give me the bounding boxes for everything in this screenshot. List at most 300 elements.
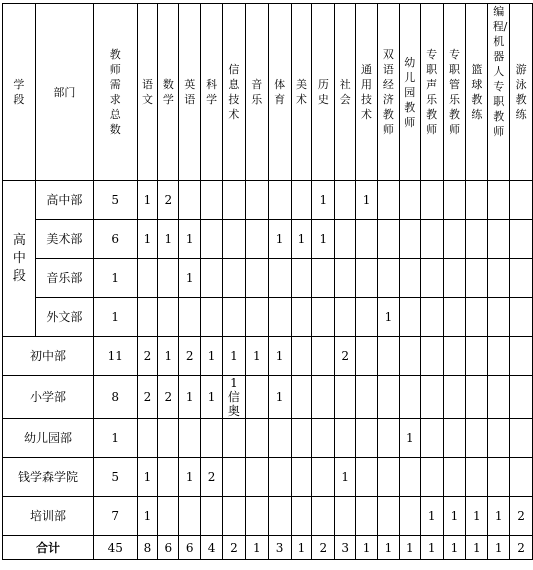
- value-cell: [179, 259, 201, 298]
- value-cell: [268, 259, 291, 298]
- value-cell: [137, 337, 158, 376]
- sum-cell: [335, 536, 356, 560]
- value-cell: [137, 497, 158, 536]
- value-cell: [443, 497, 466, 536]
- department-cell-text: 美术部: [46, 232, 83, 246]
- value-cell: [137, 376, 158, 419]
- header-subject-text: 美术: [295, 78, 307, 106]
- value-cell: [356, 419, 378, 458]
- header-subject-text: 专职管乐教师: [448, 48, 460, 136]
- total-cell-text: 6: [111, 232, 120, 246]
- value-cell: [201, 181, 223, 220]
- value-cell: [312, 376, 335, 419]
- value-cell: [399, 376, 420, 419]
- value-cell: [443, 298, 466, 337]
- header-subject: [399, 4, 420, 181]
- header-subject: [335, 4, 356, 181]
- value-cell-text: 1: [275, 349, 284, 363]
- department-cell-text: 外文部: [46, 310, 83, 324]
- department-cell: [3, 497, 94, 536]
- value-cell: [420, 259, 443, 298]
- sum-cell-text: 1: [405, 540, 414, 555]
- department-cell-text: 幼儿园部: [23, 431, 72, 445]
- value-cell: [335, 458, 356, 497]
- header-subject: [420, 4, 443, 181]
- sum-cell-text: 1: [362, 540, 371, 555]
- header-subject: [137, 4, 158, 181]
- value-cell: [335, 337, 356, 376]
- value-cell: [179, 497, 201, 536]
- department-cell: [35, 181, 93, 220]
- value-cell: [399, 298, 420, 337]
- value-cell-text: 1: [450, 509, 459, 523]
- value-cell: [443, 458, 466, 497]
- value-cell-text: 1: [143, 193, 152, 207]
- value-cell: [420, 337, 443, 376]
- value-cell: [268, 220, 291, 259]
- header-subject: [377, 4, 399, 181]
- value-cell: [377, 298, 399, 337]
- value-cell: [510, 298, 533, 337]
- header-subject-text: 数学: [162, 78, 174, 106]
- total-cell-text: 5: [111, 470, 120, 484]
- department-cell: [3, 337, 94, 376]
- total-cell-text: 1: [111, 431, 120, 445]
- header-subject: [312, 4, 335, 181]
- header-subject: [510, 4, 533, 181]
- department-cell-text: 培训部: [29, 509, 66, 523]
- value-cell-text: 1: [319, 232, 328, 246]
- header-subject-text: 双语经济教师: [382, 48, 394, 136]
- value-cell-text: 2: [143, 390, 152, 404]
- value-cell: [356, 376, 378, 419]
- value-cell: [291, 337, 312, 376]
- value-cell: [356, 181, 378, 220]
- header-subject-text: 通用技术: [361, 63, 373, 121]
- value-cell: [179, 458, 201, 497]
- value-cell: [223, 458, 246, 497]
- header-subject: [291, 4, 312, 181]
- header-subject: [245, 4, 268, 181]
- value-cell: [245, 220, 268, 259]
- value-cell: [356, 497, 378, 536]
- sum-cell-text: 1: [297, 540, 306, 555]
- sum-cell-text: 2: [517, 540, 525, 555]
- value-cell: [201, 497, 223, 536]
- value-cell: [268, 298, 291, 337]
- table-row: [3, 259, 533, 298]
- value-cell: [245, 298, 268, 337]
- table-row: [3, 376, 533, 419]
- value-cell: [443, 376, 466, 419]
- value-cell: [335, 497, 356, 536]
- value-cell: [420, 298, 443, 337]
- value-cell: [158, 497, 179, 536]
- header-department: [35, 4, 93, 181]
- value-cell-text: 1: [230, 349, 238, 363]
- sum-cell-text: 6: [185, 540, 194, 555]
- sum-cell-text: 1: [427, 540, 436, 555]
- value-cell-text: 1 信奥: [227, 376, 240, 418]
- total-cell: [93, 419, 137, 458]
- sum-cell: [399, 536, 420, 560]
- value-cell: [223, 337, 246, 376]
- value-cell: [245, 376, 268, 419]
- value-cell: [510, 259, 533, 298]
- value-cell: [443, 259, 466, 298]
- value-cell: [356, 337, 378, 376]
- sum-cell-text: 3: [275, 540, 284, 555]
- value-cell-text: 1: [341, 470, 349, 484]
- value-cell-text: 1: [185, 271, 194, 285]
- sum-cell-text: 1: [384, 540, 393, 555]
- sum-cell-text: 6: [164, 540, 173, 555]
- sum-cell: [137, 536, 158, 560]
- value-cell: [488, 181, 510, 220]
- total-row: [3, 536, 533, 560]
- department-cell: [3, 376, 94, 419]
- value-cell: [312, 220, 335, 259]
- value-cell: [399, 458, 420, 497]
- total-cell-text: 5: [111, 193, 120, 207]
- value-cell: [356, 298, 378, 337]
- sum-cell-text: 1: [473, 540, 481, 555]
- value-cell: [377, 458, 399, 497]
- total-cell: [93, 220, 137, 259]
- department-cell-text: 高中部: [46, 193, 83, 207]
- value-cell: [377, 181, 399, 220]
- value-cell: [291, 298, 312, 337]
- value-cell: [443, 337, 466, 376]
- department-cell-text: 初中部: [29, 349, 66, 363]
- sum-cell: [510, 536, 533, 560]
- sum-cell: [179, 536, 201, 560]
- department-cell-text: 钱学森学院: [17, 470, 78, 484]
- value-cell: [137, 419, 158, 458]
- value-cell: [291, 220, 312, 259]
- value-cell: [488, 298, 510, 337]
- value-cell-text: 2: [207, 470, 216, 484]
- value-cell: [201, 337, 223, 376]
- value-cell: [268, 497, 291, 536]
- value-cell: [312, 181, 335, 220]
- value-cell: [420, 419, 443, 458]
- value-cell: [137, 458, 158, 497]
- value-cell: [291, 458, 312, 497]
- sum-cell-text: 1: [494, 540, 503, 555]
- value-cell-text: 2: [164, 193, 173, 207]
- value-cell: [466, 419, 488, 458]
- value-cell: [201, 220, 223, 259]
- sum-cell: [245, 536, 268, 560]
- value-cell: [488, 497, 510, 536]
- value-cell-text: 2: [341, 349, 349, 363]
- table-row: [3, 181, 533, 220]
- value-cell: [245, 419, 268, 458]
- value-cell: [312, 497, 335, 536]
- value-cell: [377, 376, 399, 419]
- header-section-text: 学段: [13, 78, 25, 106]
- value-cell: [377, 259, 399, 298]
- value-cell: [245, 458, 268, 497]
- value-cell-text: 1: [252, 349, 261, 363]
- header-subject-text: 历史: [317, 78, 329, 106]
- value-cell: [137, 298, 158, 337]
- value-cell-text: 1: [473, 509, 481, 523]
- value-cell: [377, 497, 399, 536]
- value-cell: [420, 376, 443, 419]
- value-cell: [377, 419, 399, 458]
- value-cell: [268, 419, 291, 458]
- value-cell-text: 1: [362, 193, 371, 207]
- value-cell-text: 1: [405, 431, 414, 445]
- sum-cell: [488, 536, 510, 560]
- value-cell: [420, 497, 443, 536]
- value-cell: [488, 419, 510, 458]
- value-cell: [268, 458, 291, 497]
- value-cell: [443, 181, 466, 220]
- value-cell: [466, 337, 488, 376]
- header-subject: [356, 4, 378, 181]
- value-cell: [312, 337, 335, 376]
- value-cell-text: 2: [143, 349, 152, 363]
- value-cell: [377, 220, 399, 259]
- table-row: [3, 220, 533, 259]
- value-cell-text: 2: [185, 349, 194, 363]
- sum-cell-text: 2: [319, 540, 328, 555]
- value-cell: [179, 419, 201, 458]
- value-cell-text: 1: [275, 232, 284, 246]
- value-cell: [201, 419, 223, 458]
- value-cell-text: 1: [164, 349, 173, 363]
- sum-cell: [312, 536, 335, 560]
- value-cell: [245, 181, 268, 220]
- value-cell: [466, 181, 488, 220]
- value-cell: [268, 337, 291, 376]
- value-cell: [335, 181, 356, 220]
- value-cell: [399, 337, 420, 376]
- total-cell-text: 1: [111, 310, 120, 324]
- header-subject: [201, 4, 223, 181]
- value-cell: [158, 337, 179, 376]
- value-cell: [399, 181, 420, 220]
- value-cell: [158, 298, 179, 337]
- value-cell-text: 1: [384, 310, 393, 324]
- value-cell: [223, 220, 246, 259]
- total-label-text: 合计: [35, 540, 60, 555]
- header-subject: [466, 4, 488, 181]
- value-cell: [201, 259, 223, 298]
- value-cell: [179, 181, 201, 220]
- total-cell: [93, 259, 137, 298]
- value-cell: [443, 419, 466, 458]
- header-subject-text: 音乐: [251, 78, 263, 106]
- value-cell: [466, 259, 488, 298]
- sum-cell-text: 2: [230, 540, 238, 555]
- value-cell: [137, 259, 158, 298]
- value-cell: [488, 220, 510, 259]
- value-cell: [291, 259, 312, 298]
- header-subject-text: 信息技术: [228, 63, 240, 121]
- total-cell: [93, 181, 137, 220]
- value-cell: [268, 376, 291, 419]
- value-cell: [312, 298, 335, 337]
- sum-cell: [291, 536, 312, 560]
- value-cell: [223, 181, 246, 220]
- value-cell: [510, 458, 533, 497]
- sum-cell-text: 4: [207, 540, 216, 555]
- value-cell: [179, 220, 201, 259]
- header-subject-text: 幼儿园教师: [404, 55, 416, 129]
- department-cell: [35, 259, 93, 298]
- total-cell: [93, 497, 137, 536]
- value-cell: [335, 220, 356, 259]
- sum-cell-text: 1: [252, 540, 261, 555]
- header-subject-text: 语文: [141, 78, 153, 106]
- value-cell-text: 1: [143, 509, 152, 523]
- header-subject: [223, 4, 246, 181]
- total-cell-text: 11: [107, 349, 123, 363]
- value-cell: [201, 376, 223, 419]
- value-cell: [466, 458, 488, 497]
- total-cell: [93, 298, 137, 337]
- value-cell: [335, 259, 356, 298]
- value-cell: [137, 181, 158, 220]
- value-cell: [466, 376, 488, 419]
- value-cell: [291, 419, 312, 458]
- value-cell: [399, 497, 420, 536]
- value-cell: [158, 419, 179, 458]
- header-subject: [488, 4, 510, 181]
- value-cell: [335, 376, 356, 419]
- section-cell: [3, 181, 36, 337]
- value-cell: [510, 497, 533, 536]
- sum-cell-text: 1: [450, 540, 459, 555]
- value-cell: [377, 337, 399, 376]
- value-cell: [312, 259, 335, 298]
- value-cell: [335, 298, 356, 337]
- value-cell-text: 1: [207, 349, 216, 363]
- value-cell-text: 1: [185, 390, 194, 404]
- value-cell: [201, 458, 223, 497]
- header-subject-text: 游泳教练: [515, 63, 527, 121]
- header-total: [93, 4, 137, 181]
- value-cell: [158, 458, 179, 497]
- total-cell: [93, 376, 137, 419]
- value-cell: [291, 376, 312, 419]
- header-subject-text: 社会: [339, 78, 351, 106]
- value-cell-text: 1: [185, 470, 194, 484]
- value-cell: [510, 181, 533, 220]
- value-cell: [488, 259, 510, 298]
- grand-total-cell: [93, 536, 137, 560]
- section-cell-text: 高中段: [12, 232, 26, 284]
- value-cell-text: 1: [164, 232, 173, 246]
- table-row: [3, 458, 533, 497]
- value-cell: [356, 220, 378, 259]
- department-cell-text: 小学部: [29, 390, 66, 404]
- total-cell-text: 7: [111, 509, 120, 523]
- value-cell: [179, 298, 201, 337]
- value-cell-text: 1: [207, 390, 216, 404]
- value-cell: [443, 220, 466, 259]
- value-cell: [245, 337, 268, 376]
- sum-cell: [201, 536, 223, 560]
- value-cell: [399, 259, 420, 298]
- total-cell-text: 1: [111, 271, 120, 285]
- department-cell: [3, 458, 94, 497]
- value-cell: [223, 497, 246, 536]
- header-department-text: 部门: [53, 86, 76, 99]
- value-cell: [158, 376, 179, 419]
- value-cell-text: 1: [143, 232, 152, 246]
- value-cell: [223, 376, 246, 419]
- value-cell-text: 1: [427, 509, 436, 523]
- value-cell: [420, 220, 443, 259]
- header-subject: [179, 4, 201, 181]
- header-subject: [268, 4, 291, 181]
- header-subject-text: 体育: [274, 78, 286, 106]
- value-cell-text: 1: [275, 390, 284, 404]
- value-cell: [420, 458, 443, 497]
- table-row: [3, 298, 533, 337]
- value-cell-text: 2: [164, 390, 173, 404]
- value-cell-text: 1: [143, 470, 152, 484]
- header-subject: [158, 4, 179, 181]
- sum-cell: [158, 536, 179, 560]
- value-cell: [420, 181, 443, 220]
- table-row: [3, 337, 533, 376]
- value-cell: [268, 181, 291, 220]
- value-cell: [399, 419, 420, 458]
- sum-cell: [443, 536, 466, 560]
- value-cell: [510, 419, 533, 458]
- header-row: [3, 4, 533, 181]
- table-body: [3, 181, 533, 560]
- value-cell: [245, 259, 268, 298]
- value-cell: [488, 376, 510, 419]
- value-cell: [158, 181, 179, 220]
- total-cell: [93, 337, 137, 376]
- value-cell-text: 1: [319, 193, 328, 207]
- value-cell: [179, 337, 201, 376]
- department-cell-text: 音乐部: [46, 271, 83, 285]
- value-cell: [466, 497, 488, 536]
- table-row: [3, 419, 533, 458]
- value-cell: [510, 376, 533, 419]
- total-cell-text: 8: [111, 390, 120, 404]
- department-cell: [35, 298, 93, 337]
- sum-cell-text: 8: [143, 540, 152, 555]
- header-subject-text: 科学: [206, 78, 218, 106]
- value-cell: [137, 220, 158, 259]
- value-cell: [335, 419, 356, 458]
- sum-cell: [268, 536, 291, 560]
- value-cell: [158, 259, 179, 298]
- sum-cell: [223, 536, 246, 560]
- header-total-text: 教师需求总数: [109, 48, 121, 136]
- value-cell: [488, 458, 510, 497]
- sum-cell-text: 3: [341, 540, 349, 555]
- value-cell: [201, 298, 223, 337]
- value-cell-text: 1: [297, 232, 306, 246]
- value-cell: [466, 298, 488, 337]
- total-label: [3, 536, 94, 560]
- sum-cell: [356, 536, 378, 560]
- sum-cell: [377, 536, 399, 560]
- department-cell: [3, 419, 94, 458]
- header-subject-text: 专职声乐教师: [426, 48, 438, 136]
